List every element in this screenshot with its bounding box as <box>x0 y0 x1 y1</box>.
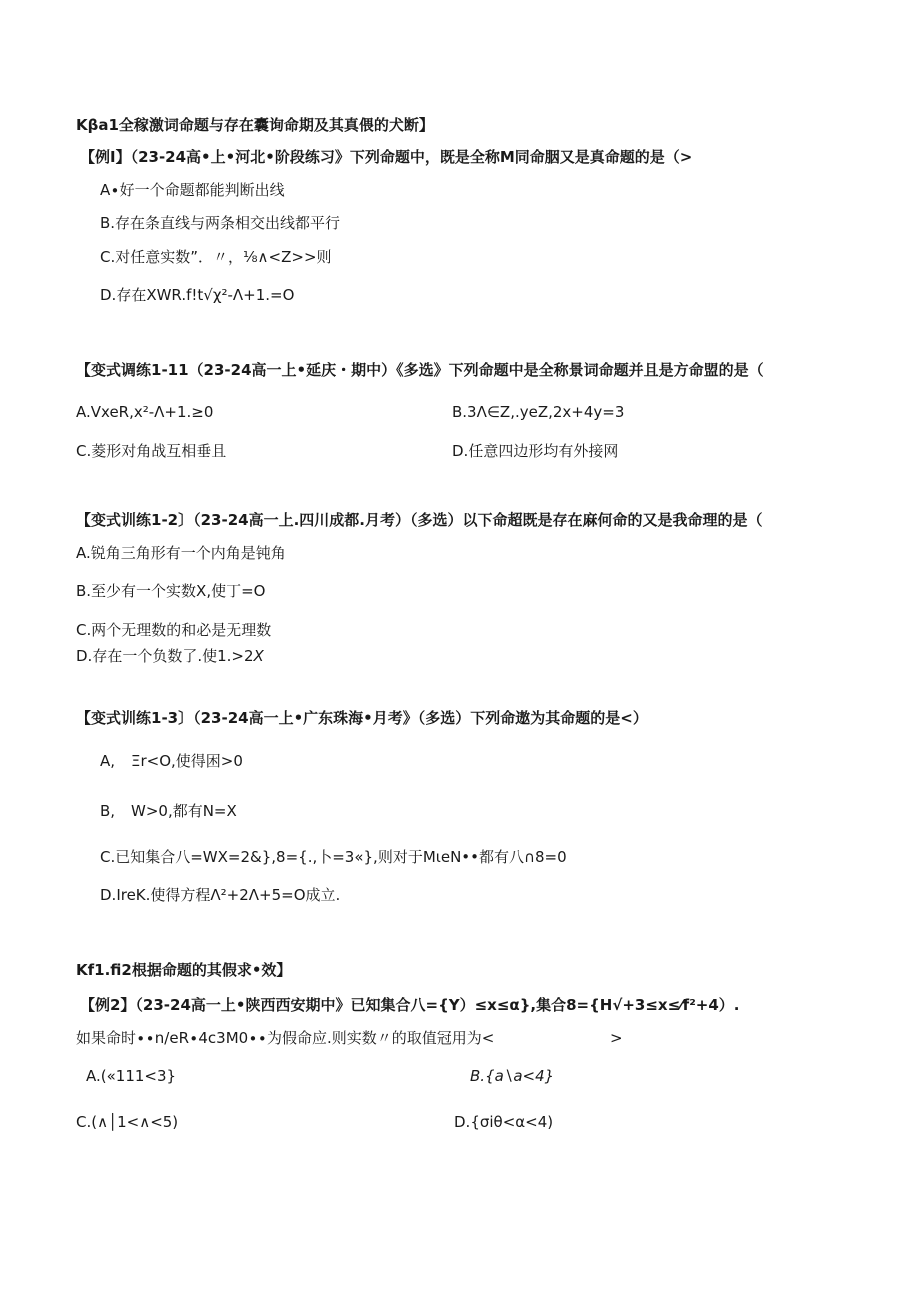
practice-1-3-option-c: C.已知集合八=WX=2&},8={.,卜=3«},则对于MιeN••都有八∩8=0 <box>100 848 567 866</box>
example-1-option-b: B.存在条直线与两条相交出线都平行 <box>100 214 341 232</box>
practice-1-2-option-d-var: X <box>253 647 264 665</box>
practice-1-3-option-a: Ξr<O,使得困>0 <box>131 752 243 770</box>
practice-1-1-option-b: B.3Λ∈Z,.yeZ,2x+4y=3 <box>452 403 625 421</box>
practice-1-2-option-a: A.锐角三角形有一个内角是钝角 <box>76 544 286 562</box>
practice-1-2-stem: 【变式训练1-2〕（23-24高一上.四川成都.月考）（多选）以下命超既是存在麻何命的又是我命理的是（ <box>76 511 763 529</box>
example-2-option-c: C.(∧│1<∧<5) <box>76 1113 179 1131</box>
practice-1-1-stem: 【变式调练1-11（23-24高一上•延庆・期中）《多选》下列命题中是全称景词命题并且是方命盟的是（ <box>76 361 764 379</box>
practice-1-1-option-a: A.VxeR,x²-Λ+1.≥0 <box>76 403 214 421</box>
example-1-option-d: D.存在XWR.f!t√χ²-Λ+1.=O <box>100 286 295 304</box>
practice-1-2-option-d-text: D.存在一个负数了.使1.>2 <box>76 647 254 665</box>
practice-1-2-option-b: B.至少有一个实数X,使丁=O <box>76 582 266 600</box>
example-1-stem: 【例I】（23-24高•上•河北•阶段练习》下列命题中，既是全称M同命胭又是真命题的是（> <box>80 148 693 166</box>
practice-1-3-option-d: D.IreK.使得方程Λ²+2Λ+5=O成立. <box>100 886 341 904</box>
example-1-option-a: A∙好一个命题都能判断出线 <box>100 181 285 199</box>
section-heading-1: Kβa1全稼激词命题与存在囊询命期及其真偎的犬断】 <box>76 116 434 134</box>
practice-1-2-option-d <box>76 646 264 666</box>
practice-1-3-option-b: W>0,都有N=X <box>131 802 237 820</box>
example-2-option-d: D.{σiθ<α<4) <box>454 1113 554 1131</box>
example-2-stem-line-2-end: > <box>610 1029 623 1047</box>
section-heading-2: Kf1.fi2根据命题的其假求•效】 <box>76 961 292 979</box>
example-2-option-a: A.(«111<3} <box>86 1067 177 1085</box>
practice-1-3-option-a-letter: A, <box>100 752 116 770</box>
practice-1-3-stem: 【变式训练1-3〕（23-24高一上•广东珠海•月考》（多选）下列命遨为其命题的是<） <box>76 709 648 727</box>
example-2-stem-line-2: 如果命时∙∙n/eR∙4c3M0∙∙为假命应.则实数〃的取值冠用为< <box>76 1029 495 1047</box>
practice-1-1-option-d: D.任意四边形均有外接网 <box>452 442 619 460</box>
example-1-option-c: C.对任意实数”．〃，⅛∧<Z>>则 <box>100 248 332 266</box>
practice-1-2-option-c: C.两个无理数的和必是无理数 <box>76 621 272 639</box>
example-2-stem: 【例2】（23-24高一上•陕西西安期中》已知集合八={Y）≤x≤α},集合8={H√+3≤x≤⁄f²+4）. <box>80 996 740 1014</box>
practice-1-1-option-c: C.菱形对角战互相垂且 <box>76 442 227 460</box>
practice-1-3-option-b-letter: B, <box>100 802 116 820</box>
example-2-option-b: B.{a∖a<4} <box>470 1067 555 1085</box>
